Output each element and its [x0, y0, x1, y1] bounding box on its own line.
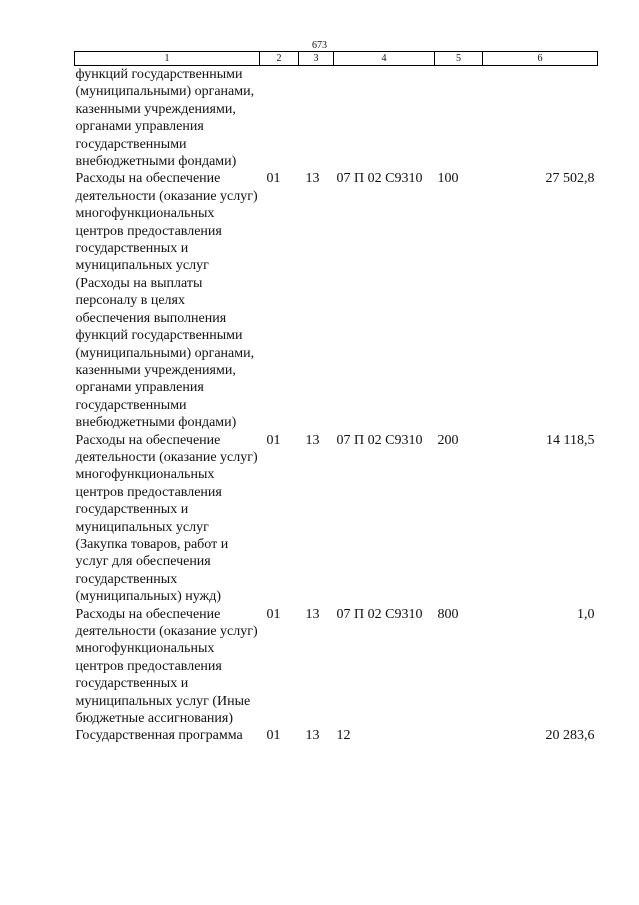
header-row [75, 52, 598, 66]
row-section: 01 [266, 432, 281, 448]
row-name: Расходы на обеспечение деятельности (оказание услуг) многофункциональных центров предоставления государственных и муниципальных услуг (Расходы на выплаты персоналу в целях обеспечения выполнения функций государственными (муниципальными) органами, казенными учреждениями, органами управления государственными внебюджетными фондами) [75, 171, 258, 431]
row-amount: 27 502,8 [545, 171, 595, 187]
column-header-target: 4 [334, 52, 435, 66]
row-name: Расходы на обеспечение деятельности (оказание услуг) многофункциональных центров предоставления государственных и муниципальных услуг (Закупка товаров, работ и услуг для обеспечения государственных (муниципальных) нужд) [75, 432, 258, 605]
row-target [334, 66, 435, 171]
row-section: 01 [266, 606, 281, 622]
table-header [75, 52, 598, 66]
row-subsection: 13 [305, 606, 320, 622]
table-row [75, 66, 598, 171]
table-row [75, 727, 598, 744]
row-name: Государственная программа [75, 728, 243, 744]
row-amount [483, 66, 598, 171]
column-header-expense-type: 5 [435, 52, 483, 66]
row-name: Расходы на обеспечение деятельности (оказание услуг) многофункциональных центров предоставления государственных и муниципальных услуг (Иные бюджетные ассигнования) [75, 606, 258, 727]
page-number: 673 [312, 40, 327, 51]
row-subsection [299, 66, 334, 171]
row-expense-type: 100 [437, 171, 459, 187]
row-target: 12 [336, 728, 351, 744]
row-amount: 1,0 [577, 606, 595, 622]
row-amount: 14 118,5 [546, 432, 595, 448]
table-row [75, 606, 598, 728]
row-name: функций государственными (муниципальными) органами, казенными учреждениями, органами управления государственными внебюджетными фондами) [75, 67, 255, 170]
row-subsection: 13 [305, 728, 320, 744]
row-expense-type: 800 [437, 606, 459, 622]
row-target: 07 П 02 С9310 [336, 606, 423, 622]
row-expense-type [435, 66, 483, 171]
row-subsection: 13 [305, 432, 320, 448]
row-amount: 20 283,6 [545, 728, 595, 744]
budget-table [74, 51, 598, 745]
row-target: 07 П 02 С9310 [336, 432, 423, 448]
row-target: 07 П 02 С9310 [336, 171, 423, 187]
row-section: 01 [266, 728, 281, 744]
column-header-section: 2 [260, 52, 299, 66]
row-section [260, 66, 299, 171]
row-subsection: 13 [305, 171, 320, 187]
column-header-subsection: 3 [299, 52, 334, 66]
table-row [75, 432, 598, 606]
row-section: 01 [266, 171, 281, 187]
column-header-amount: 6 [483, 52, 598, 66]
table-row [75, 170, 598, 431]
row-expense-type: 200 [437, 432, 459, 448]
table-body [75, 66, 598, 745]
column-header-name: 1 [75, 52, 260, 66]
row-expense-type [435, 727, 483, 744]
